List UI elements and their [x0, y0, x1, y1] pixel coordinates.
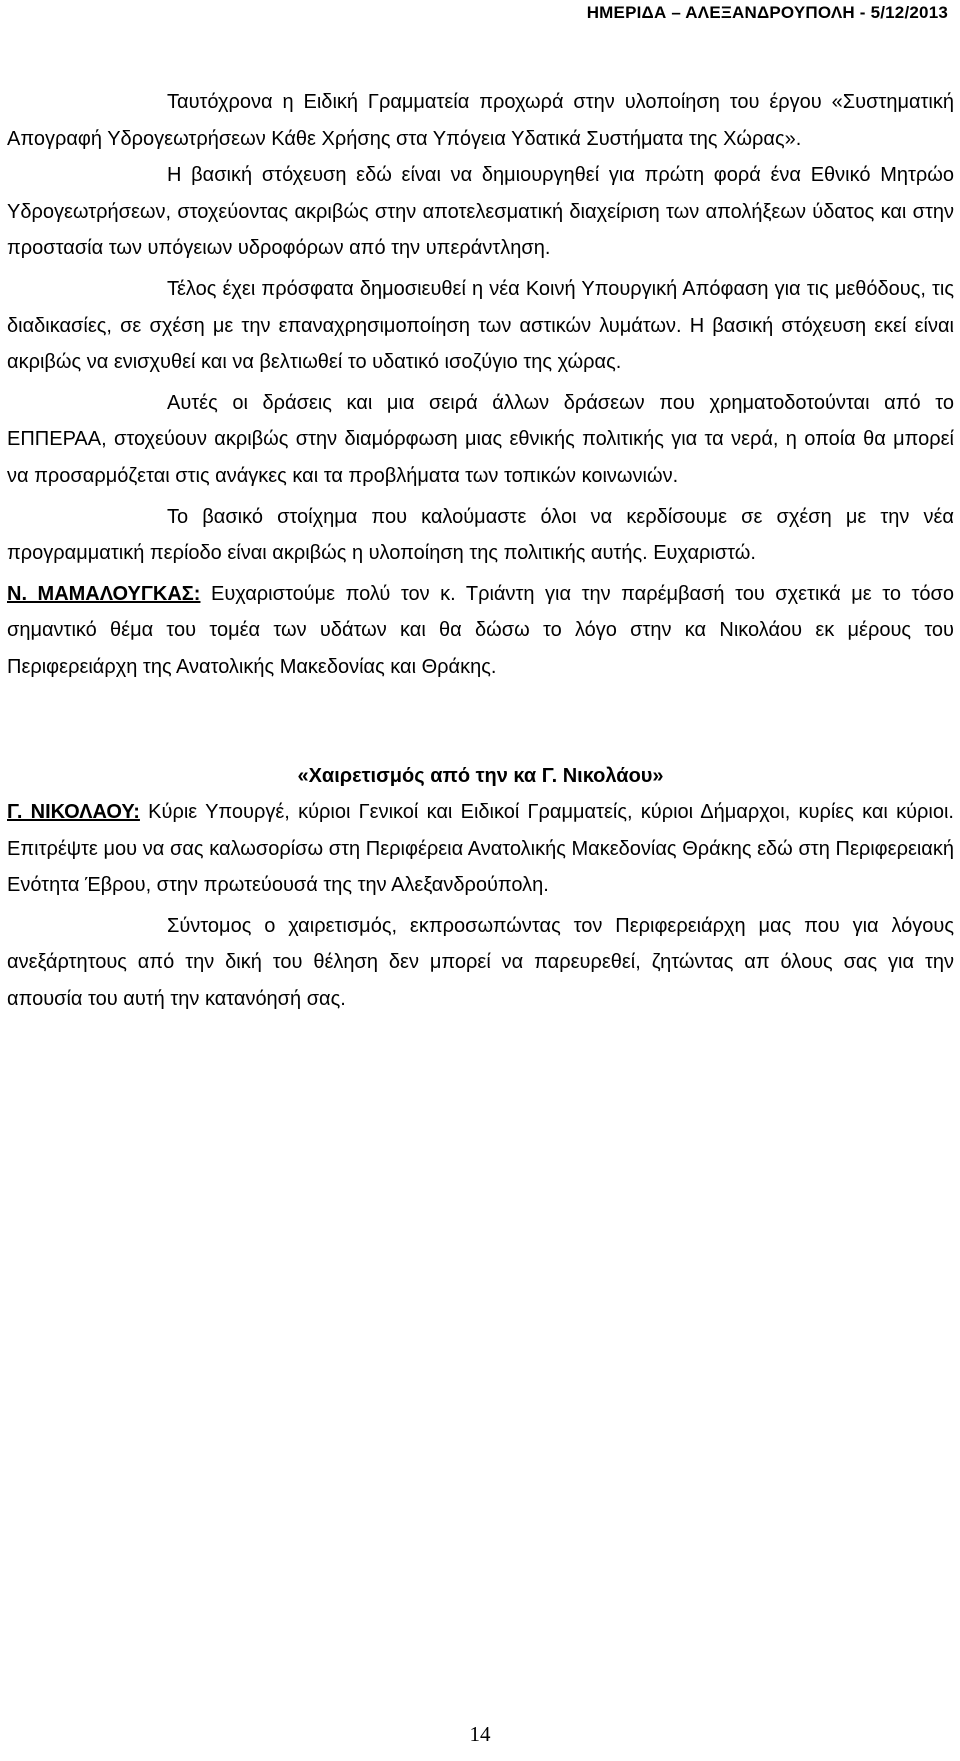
paragraph-nikolaou [7, 794, 954, 904]
paragraph-ministerial-decision: Τέλος έχει πρόσφατα δημοσιευθεί η νέα Κοινή Υπουργική Απόφαση για τις μεθόδους, τις διαδικασίες, σε σχέση με την επαναχρησιμοποίηση των αστικών λυμάτων. Η βασική στόχευση εκεί είναι ακριβώς να ενισχυθεί και να βελτιωθεί το υδατικό ισοζύγιο της χώρας. [7, 277, 954, 374]
paragraph-closing: Το βασικό στοίχημα που καλούμαστε όλοι να κερδίσουμε σε σχέση με την νέα προγραμματική περίοδο είναι ακριβώς η υλοποίηση της πολιτικής αυτής. Ευχαριστώ. [7, 505, 954, 565]
speaker-text: Κύριε Υπουργέ, κύριοι Γενικοί και Ειδικοί Γραμματείς, κύριοι Δήμαρχοι, κυρίες και κύριοι. Επιτρέψτε μου να σας καλωσορίσω στη Περιφέρεια Ανατολικής Μακεδονίας Θράκης εδώ στη Περιφερειακή Ενότητα Έβρου, στην πρωτεύουσά της την Αλεξανδρούπολη. [7, 801, 954, 897]
speaker-text: Ευχαριστούμε πολύ τον κ. Τριάντη για την παρέμβασή του σχετικά με το τόσο σημαντικό θέμα του τομέα των υδάτων και θα δώσω το λόγο στην κα Νικολάου εκ μέρους του Περιφερειάρχη της Ανατολικής Μακεδονίας και Θράκης. [7, 582, 954, 678]
speaker-name: Ν. ΜΑΜΑΛΟΥΓΚΑΣ: [7, 582, 201, 605]
running-header: ΗΜΕΡΙΔΑ – ΑΛΕΞΑΝΔΡΟΥΠΟΛΗ - 5/12/2013 [586, 3, 948, 22]
paragraph-greeting: Σύντομος ο χαιρετισμός, εκπροσωπώντας τον Περιφερειάρχη μας που για λόγους ανεξάρτητους από την δική του θέληση δεν μπορεί να παρευρεθεί, ζητώντας απ όλους σας για την απουσία του αυτή την κατανόησή σας. [7, 914, 954, 1011]
paragraph-actions: Αυτές οι δράσεις και μια σειρά άλλων δράσεων που χρηματοδοτούνται από το ΕΠΠΕΡΑΑ, στοχεύουν ακριβώς στην διαμόρφωση μιας εθνικής πολιτικής για τα νερά, η οποία θα μπορεί να προσαρμόζεται στις ανάγκες και τα προβλήματα των τοπικών κοινωνιών. [7, 391, 954, 487]
paragraph-mamalougkas [7, 576, 954, 686]
paragraph-national-registry: Η βασική στόχευση εδώ είναι να δημιουργηθεί για πρώτη φορά ένα Εθνικό Μητρώο Υδρογεωτρήσεων, στοχεύοντας ακριβώς στην αποτελεσματική διαχείριση των απολήξεων ύδατος και στην προστασία των υπόγειων υδροφόρων από την υπεράντληση. [7, 164, 954, 260]
speaker-name: Γ. ΝΙΚΟΛΑΟΥ: [7, 801, 140, 824]
document-body [7, 84, 954, 1018]
section-heading: «Χαιρετισμός από την κα Γ. Νικολάου» [297, 764, 664, 787]
paragraph-groundwater-census: Ταυτόχρονα η Ειδική Γραμματεία προχωρά στην υλοποίηση του έργου «Συστηματική Απογραφή Υδρογεωτρήσεων Κάθε Χρήσης στα Υπόγεια Υδατικά Συστήματα της Χώρας». [7, 91, 954, 150]
page-number: 14 [469, 1722, 491, 1746]
